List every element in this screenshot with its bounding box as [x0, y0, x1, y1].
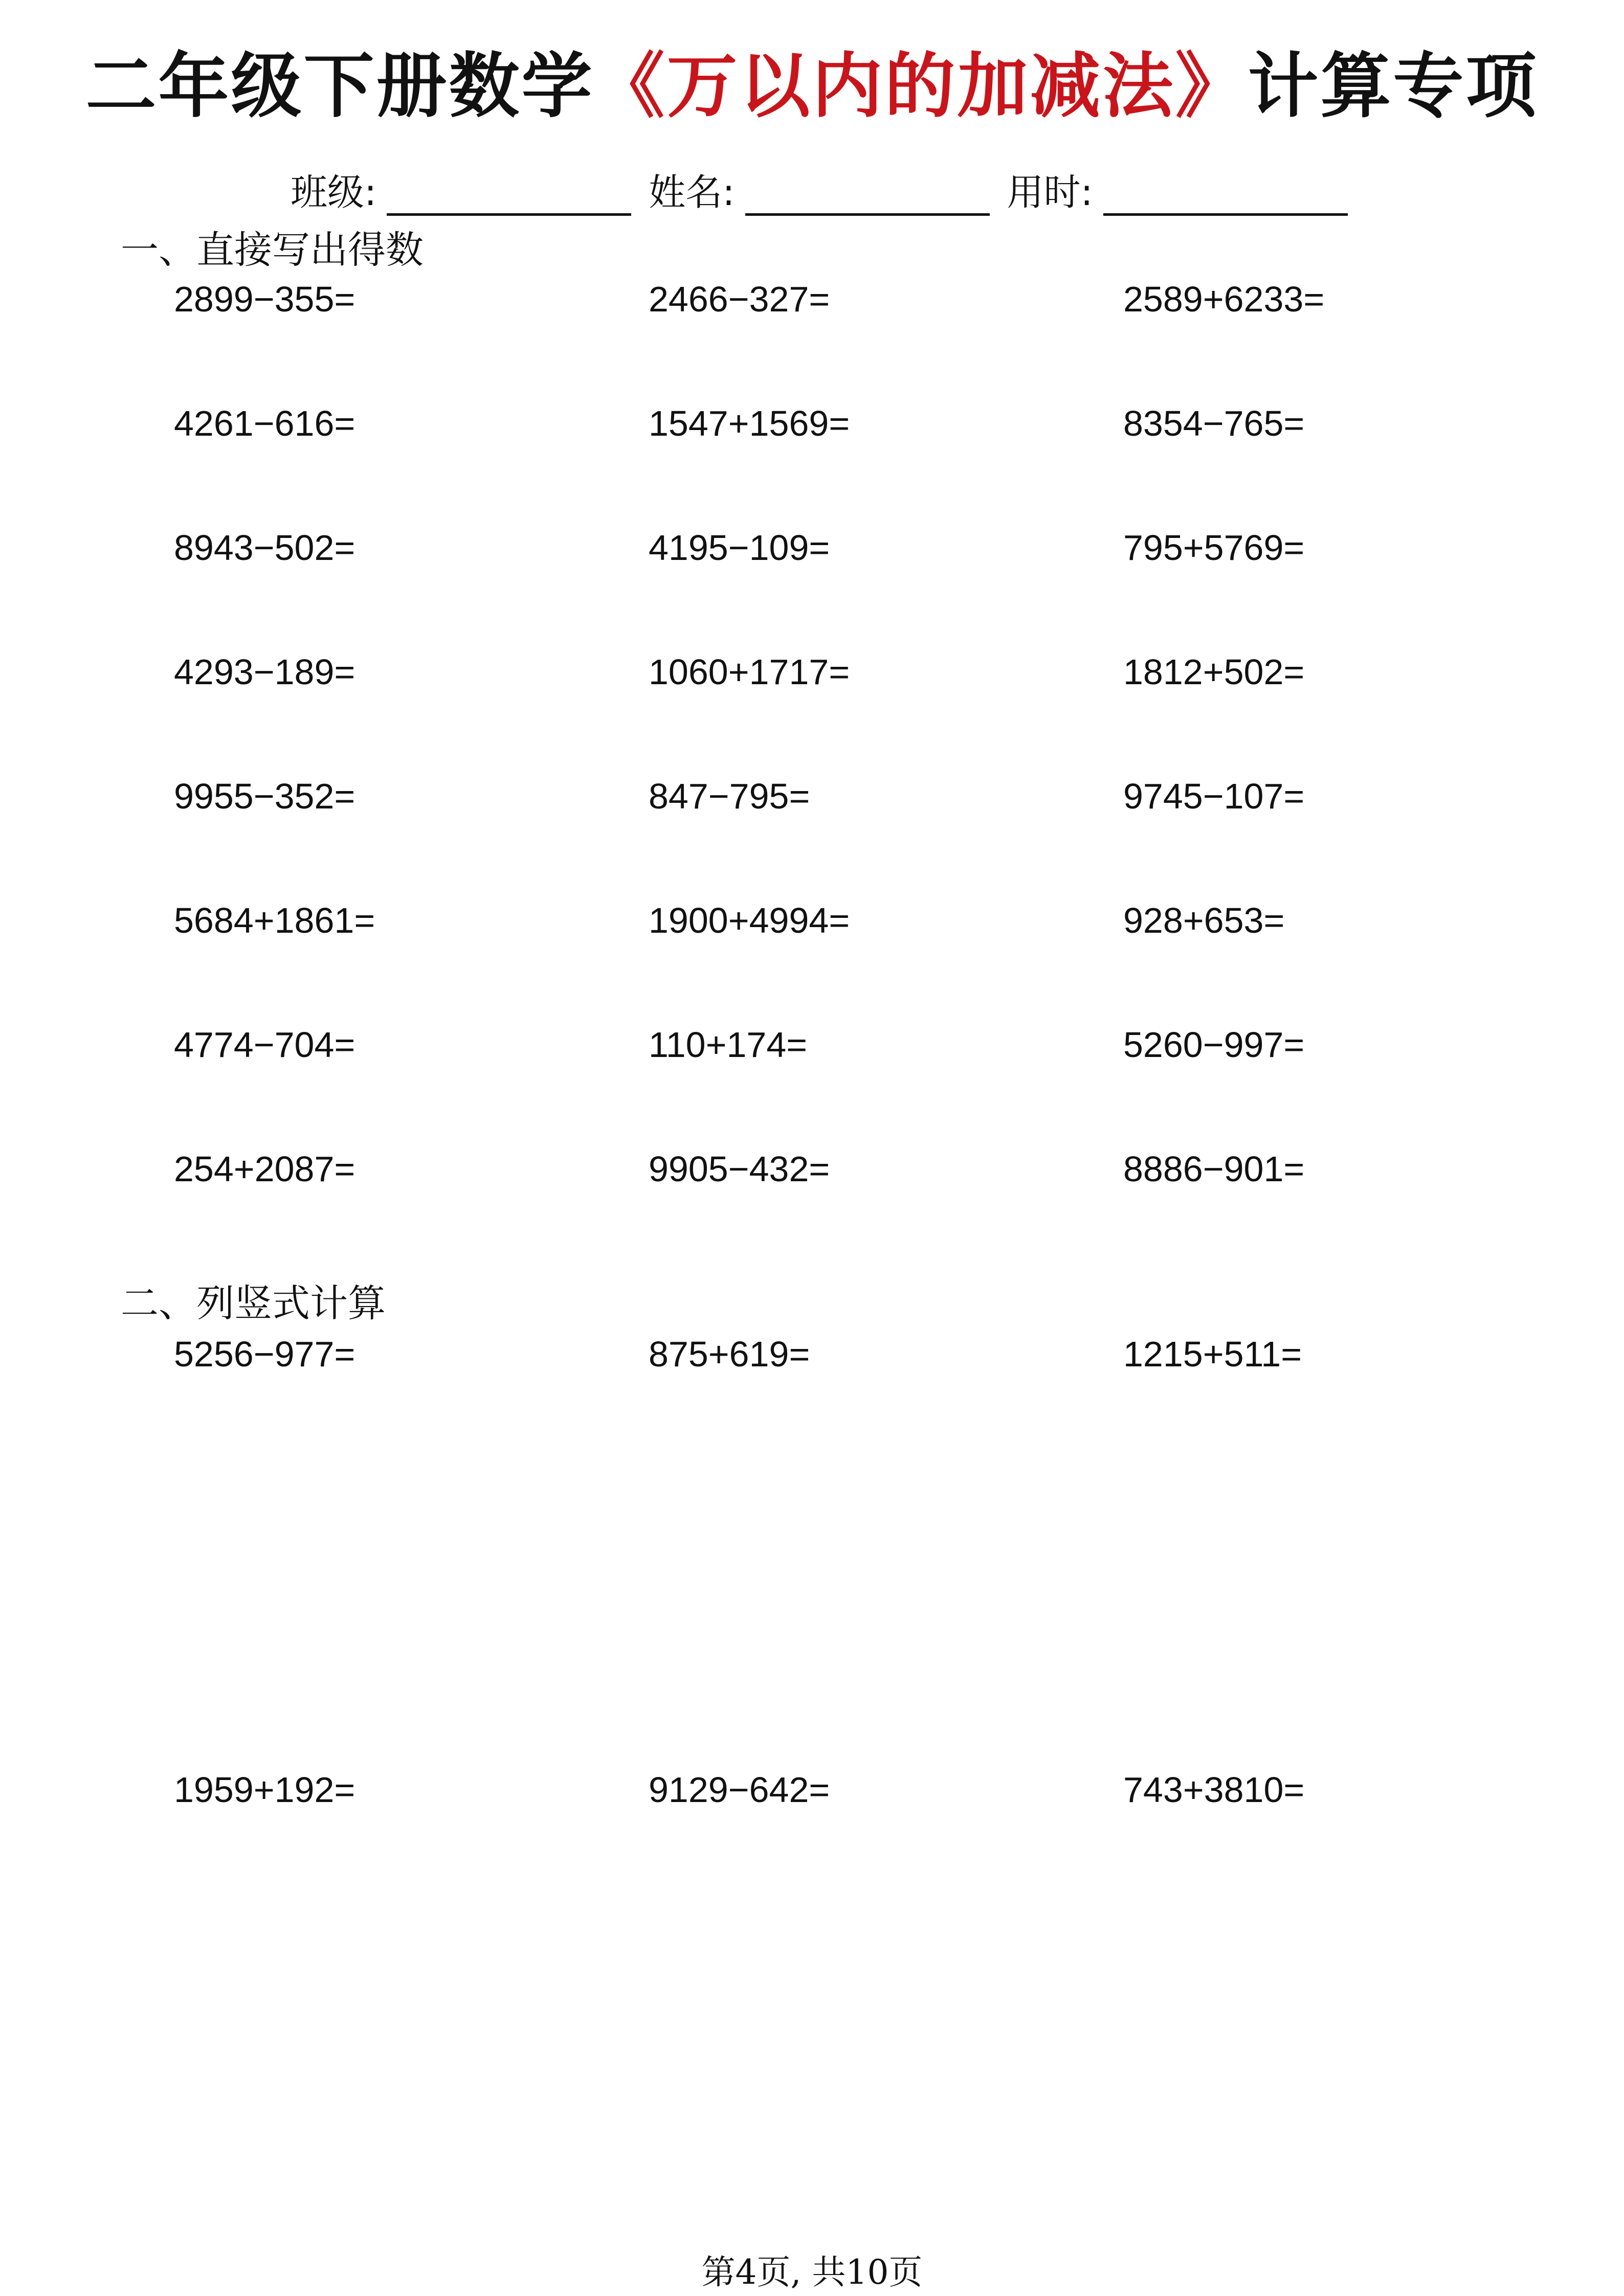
class-label: 班级:	[291, 171, 377, 214]
class-blank[interactable]	[387, 173, 631, 216]
time-blank[interactable]	[1103, 173, 1348, 216]
problem-item: 254+2087=	[174, 1149, 355, 1189]
problem-item: 847−795=	[649, 776, 810, 816]
problem-item: 4293−189=	[174, 652, 355, 692]
time-label: 用时:	[1007, 171, 1093, 214]
problem-item: 9745−107=	[1123, 776, 1305, 816]
problem-item: 2899−355=	[174, 279, 355, 319]
problem-item: 1959+192=	[174, 1770, 355, 1810]
problem-item: 795+5769=	[1123, 528, 1305, 568]
problem-item: 928+653=	[1123, 901, 1285, 940]
problem-item: 9905−432=	[649, 1149, 830, 1189]
problem-item: 5260−997=	[1123, 1025, 1305, 1065]
problem-item: 5256−977=	[174, 1334, 355, 1374]
name-label: 姓名:	[649, 171, 735, 214]
problem-item: 875+619=	[649, 1334, 810, 1374]
problem-item: 9129−642=	[649, 1770, 830, 1810]
problem-item: 1900+4994=	[649, 901, 850, 940]
problem-item: 2466−327=	[649, 279, 830, 319]
problem-item: 4195−109=	[649, 528, 830, 568]
problem-item: 1060+1717=	[649, 652, 850, 692]
page-footer: 第4页, 共10页	[701, 2253, 923, 2292]
problem-item: 5684+1861=	[174, 901, 375, 940]
title-highlight: 《万以内的加减法》	[594, 44, 1248, 127]
problem-item: 4774−704=	[174, 1025, 355, 1065]
student-info-row	[291, 160, 1365, 216]
problem-item: 4261−616=	[174, 403, 355, 443]
problem-item: 8354−765=	[1123, 403, 1305, 443]
title-suffix: 计算专项	[1248, 44, 1539, 127]
name-blank[interactable]	[745, 173, 990, 216]
problem-item: 8886−901=	[1123, 1149, 1305, 1189]
problem-item: 743+3810=	[1123, 1770, 1305, 1810]
page-title	[0, 30, 1624, 131]
title-prefix: 二年级下册数学	[85, 44, 594, 127]
problem-item: 110+174=	[649, 1025, 808, 1065]
problem-item: 2589+6233=	[1123, 279, 1325, 319]
problem-item: 1547+1569=	[649, 403, 850, 443]
section-heading-direct: 一、直接写出得数	[121, 228, 424, 272]
problem-item: 1812+502=	[1123, 652, 1305, 692]
problem-item: 8943−502=	[174, 528, 355, 568]
problem-item: 1215+511=	[1123, 1334, 1302, 1374]
problem-item: 9955−352=	[174, 776, 355, 816]
section-heading-vertical: 二、列竖式计算	[121, 1281, 386, 1325]
